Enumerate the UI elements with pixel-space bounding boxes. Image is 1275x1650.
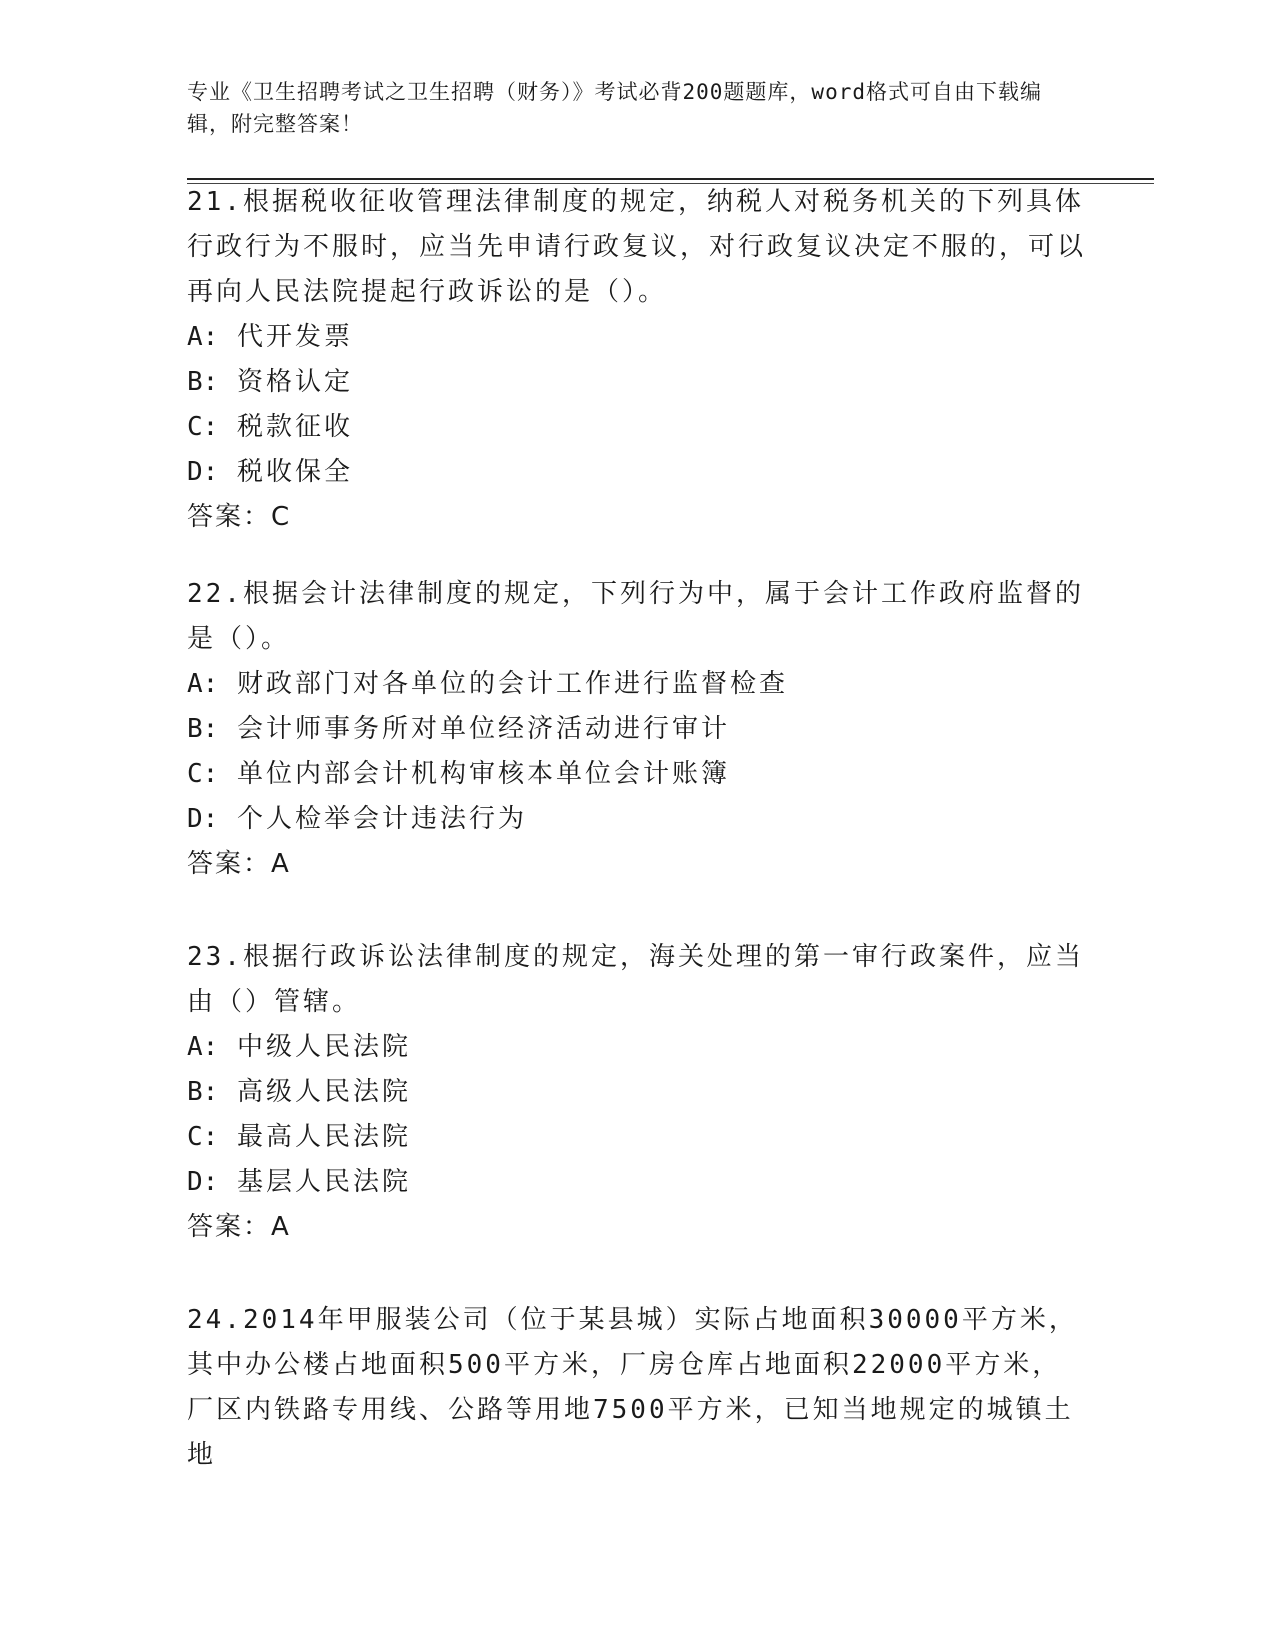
option-text: 财政部门对各单位的会计工作进行监督检查 bbox=[236, 669, 788, 699]
option-c bbox=[187, 1115, 1087, 1160]
option-b bbox=[187, 1070, 1087, 1115]
option-text: 基层人民法院 bbox=[236, 1167, 411, 1197]
option-text: 最高人民法院 bbox=[236, 1122, 411, 1152]
option-text: 税款征收 bbox=[236, 412, 353, 442]
answer: 答案：A bbox=[187, 1212, 291, 1242]
option-label: D: bbox=[187, 1167, 219, 1197]
question-stem: 24.2014年甲服装公司（位于某县城）实际占地面积30000平方米，其中办公楼占地面积500平方米，厂房仓库占地面积22000平方米，厂区内铁路专用线、公路等用地7500平方米，已知当地规定的城镇土地 bbox=[187, 1305, 1078, 1470]
option-text: 税收保全 bbox=[236, 457, 353, 487]
question-stem: 23.根据行政诉讼法律制度的规定，海关处理的第一审行政案件，应当由（）管辖。 bbox=[187, 942, 1084, 1017]
option-c bbox=[187, 405, 1087, 450]
option-label: D: bbox=[187, 457, 219, 487]
option-a bbox=[187, 1025, 1087, 1070]
option-label: B: bbox=[187, 714, 219, 744]
option-text: 资格认定 bbox=[236, 367, 353, 397]
option-label: A: bbox=[187, 669, 219, 699]
option-label: A: bbox=[187, 1032, 219, 1062]
option-c bbox=[187, 752, 1087, 797]
option-label: B: bbox=[187, 367, 219, 397]
option-a bbox=[187, 662, 1087, 707]
option-text: 个人检举会计违法行为 bbox=[236, 804, 527, 834]
option-label: A: bbox=[187, 322, 219, 352]
option-text: 会计师事务所对单位经济活动进行审计 bbox=[236, 714, 730, 744]
option-text: 中级人民法院 bbox=[236, 1032, 411, 1062]
question-stem: 21.根据税收征收管理法律制度的规定，纳税人对税务机关的下列具体行政行为不服时，应当先申请行政复议，对行政复议决定不服的，可以再向人民法院提起行政诉讼的是（）。 bbox=[187, 187, 1087, 307]
option-b bbox=[187, 707, 1087, 752]
question-23 bbox=[187, 935, 1087, 1250]
option-a bbox=[187, 315, 1087, 360]
option-b bbox=[187, 360, 1087, 405]
answer: 答案：A bbox=[187, 849, 291, 879]
option-text: 代开发票 bbox=[236, 322, 353, 352]
option-label: B: bbox=[187, 1077, 219, 1107]
question-21 bbox=[187, 180, 1087, 540]
option-label: C: bbox=[187, 1122, 219, 1152]
answer: 答案：C bbox=[187, 502, 292, 532]
option-label: C: bbox=[187, 759, 219, 789]
document-header: 专业《卫生招聘考试之卫生招聘（财务）》考试必背200题题库，word格式可自由下载编辑，附完整答案！ bbox=[187, 80, 1042, 136]
option-d bbox=[187, 1160, 1087, 1205]
option-d bbox=[187, 450, 1087, 495]
option-label: C: bbox=[187, 412, 219, 442]
question-22 bbox=[187, 572, 1087, 887]
option-label: D: bbox=[187, 804, 219, 834]
option-text: 高级人民法院 bbox=[236, 1077, 411, 1107]
option-d bbox=[187, 797, 1087, 842]
option-text: 单位内部会计机构审核本单位会计账簿 bbox=[236, 759, 730, 789]
question-24 bbox=[187, 1298, 1087, 1478]
question-stem: 22.根据会计法律制度的规定，下列行为中，属于会计工作政府监督的是（）。 bbox=[187, 579, 1084, 654]
